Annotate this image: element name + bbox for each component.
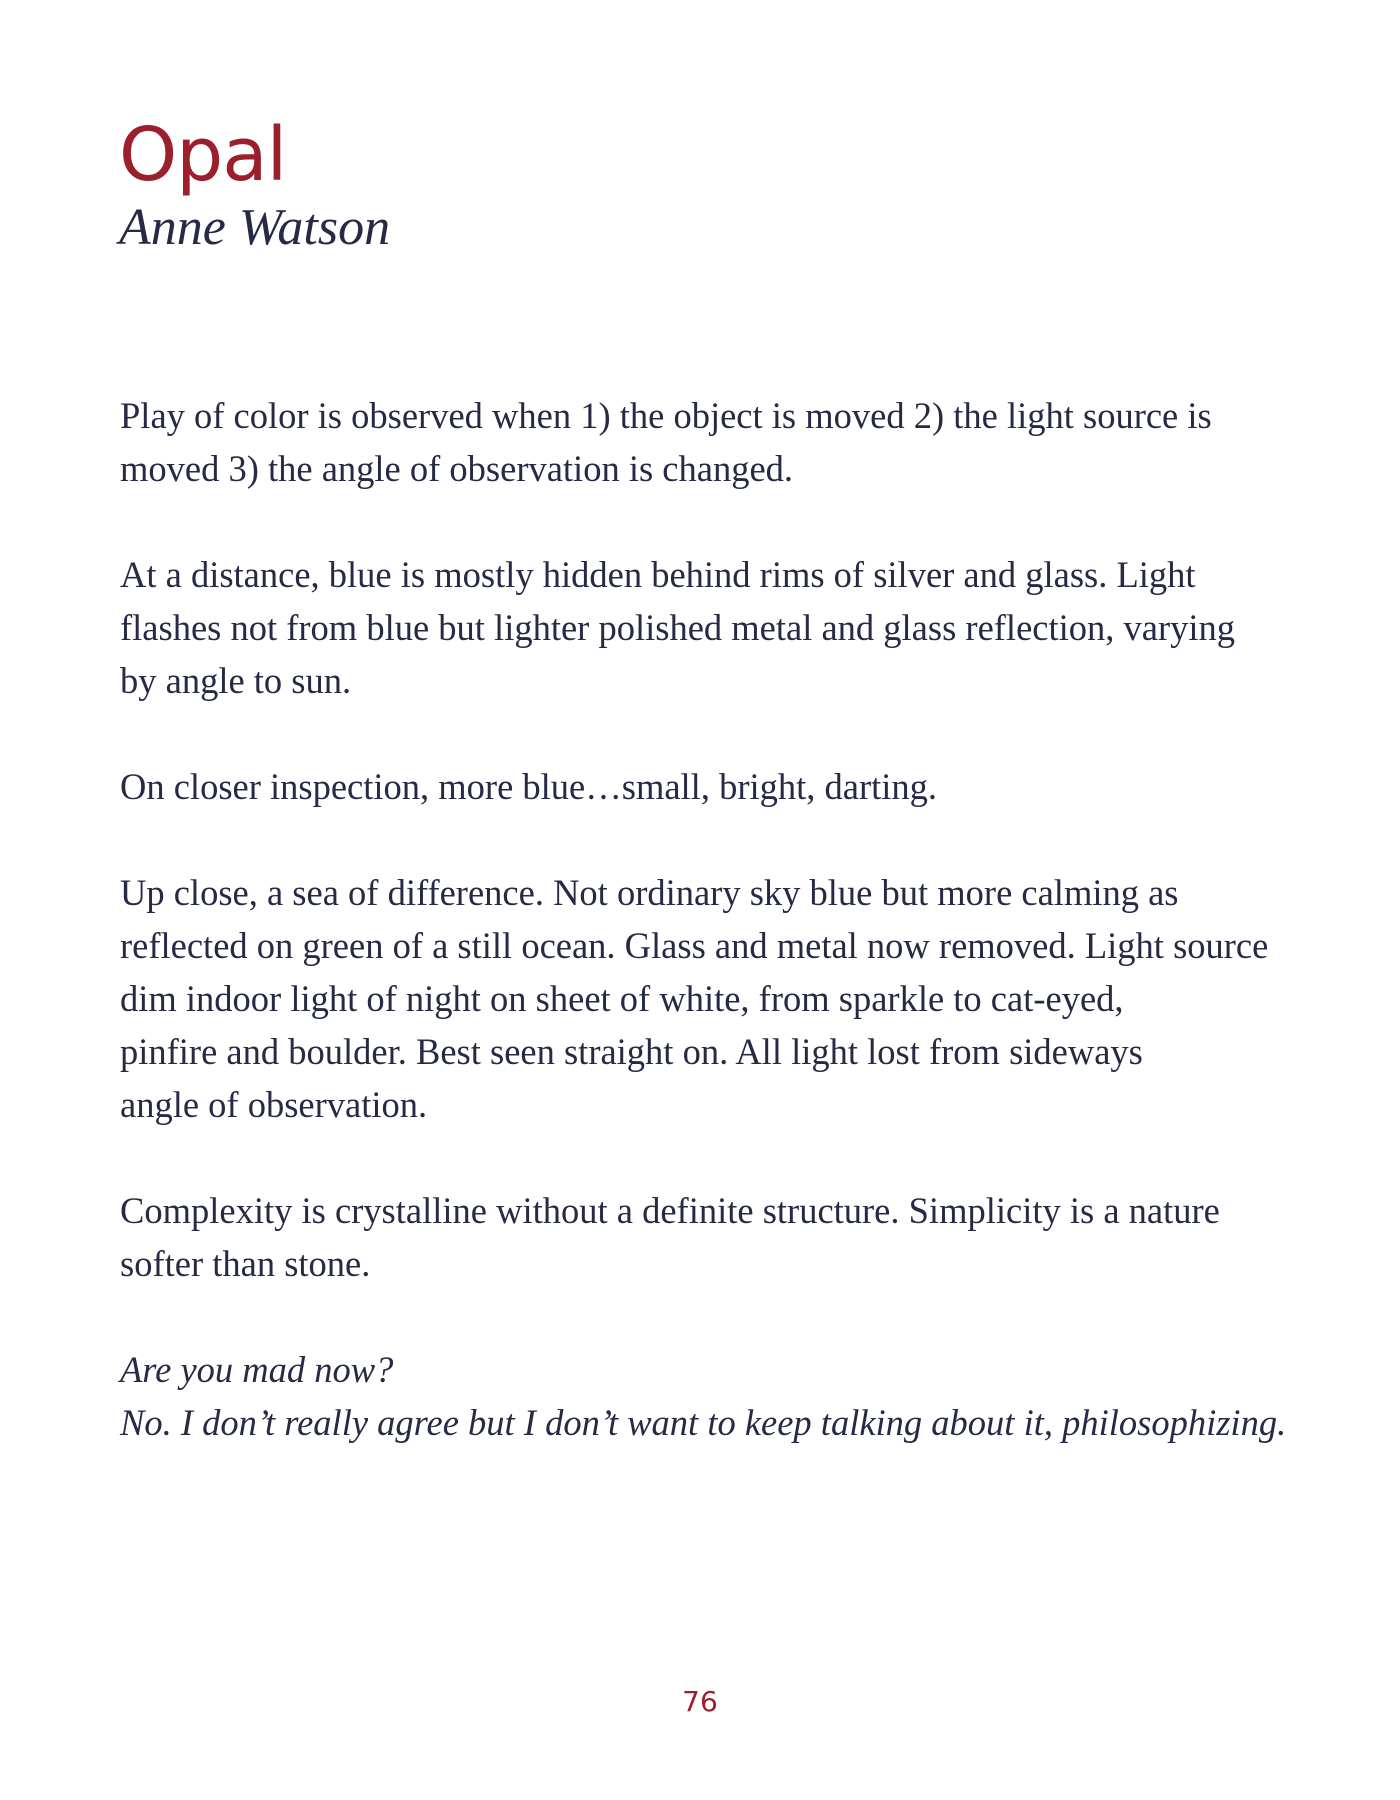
paragraph [120,760,1320,813]
author-name: Anne Watson [119,199,391,256]
text-line: At a distance, blue is mostly hidden behind rims of silver and glass. Light [120,554,1196,595]
text-line: Complexity is crystalline without a definite structure. Simplicity is a nature [120,1190,1220,1231]
poem-body [120,389,1320,1449]
text-line: softer than stone. [120,1243,371,1284]
dialogue-answer: No. I don’t really agree but I don’t want to keep talking about it, philosophizing. [120,1402,1287,1443]
text-line: pinfire and boulder. Best seen straight on. All light lost from sideways [120,1031,1143,1072]
text-line: reflected on green of a still ocean. Glass and metal now removed. Light source [120,925,1269,966]
paragraph [120,1184,1320,1290]
page-number: 76 [682,1685,718,1718]
paragraph [120,548,1320,707]
poem-title: Opal [119,112,287,198]
italic-dialogue [120,1343,1320,1449]
text-line: Up close, a sea of difference. Not ordinary sky blue but more calming as [120,872,1179,913]
paragraph [120,389,1320,495]
text-line: angle of observation. [120,1084,428,1125]
text-line: Play of color is observed when 1) the object is moved 2) the light source is [120,395,1212,436]
text-line: by angle to sun. [120,660,352,701]
text-line: On closer inspection, more blue…small, bright, darting. [120,766,938,807]
text-line: dim indoor light of night on sheet of white, from sparkle to cat-eyed, [120,978,1124,1019]
text-line: flashes not from blue but lighter polished metal and glass reflection, varying [120,607,1235,648]
paragraph [120,866,1320,1131]
dialogue-question: Are you mad now? [120,1349,394,1390]
text-line: moved 3) the angle of observation is changed. [120,448,794,489]
